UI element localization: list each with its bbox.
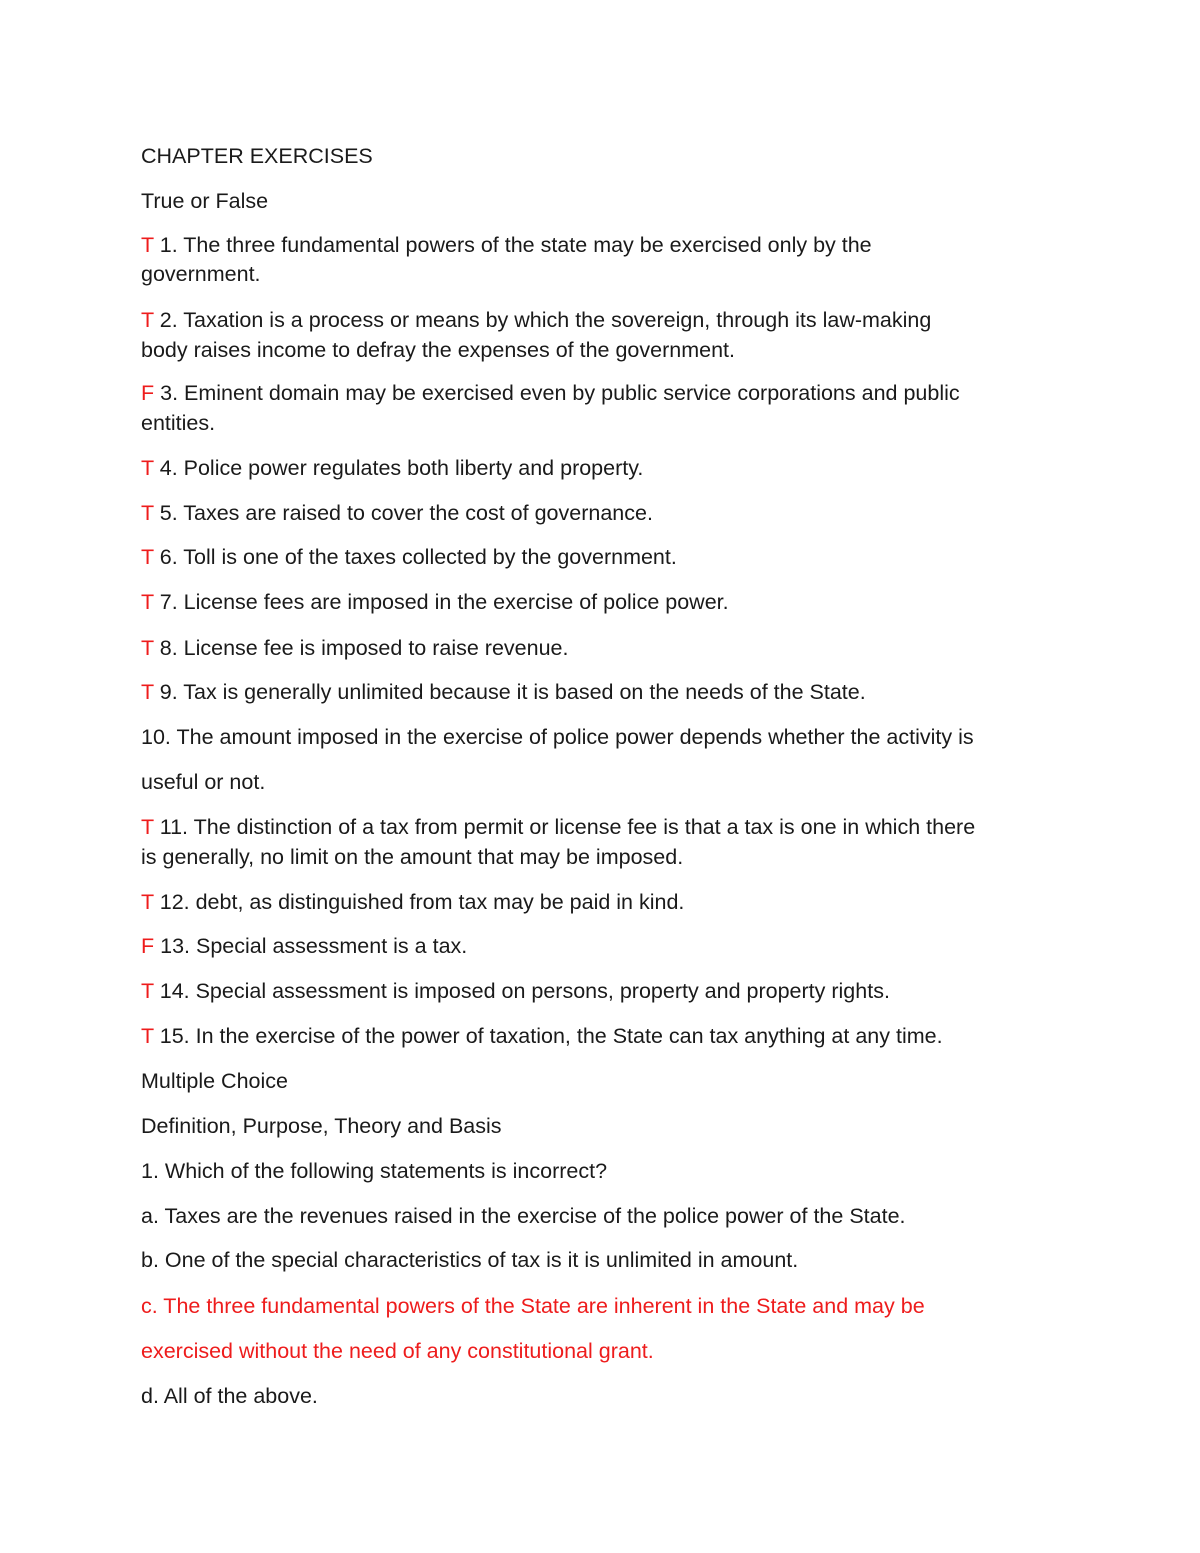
tf-item-2 — [141, 305, 1071, 335]
tf-text-4: 4. Police power regulates both liberty and property. — [159, 456, 644, 480]
tf-item-7 — [141, 587, 1071, 617]
tf-item-6 — [141, 542, 1071, 572]
tf-text-2-line-2: body raises income to defray the expenses of the government. — [141, 338, 735, 362]
tf-text-5: 5. Taxes are raised to cover the cost of governance. — [159, 501, 653, 525]
mc-choice-c-line-1: c. The three fundamental powers of the State are inherent in the State and may be — [141, 1294, 925, 1318]
tf-text-2-line-1: 2. Taxation is a process or means by which the sovereign, through its law-making — [159, 308, 932, 332]
tf-text-12: 12. debt, as distinguished from tax may be paid in kind. — [159, 890, 685, 914]
mc-choice-a: a. Taxes are the revenues raised in the exercise of the police power of the State. — [141, 1204, 906, 1228]
tf-answer-6: T — [141, 545, 154, 569]
tf-text-10-line-2: useful or not. — [141, 770, 266, 794]
tf-item-8 — [141, 633, 1071, 663]
tf-text-8: 8. License fee is imposed to raise revenue. — [159, 636, 569, 660]
tf-item-5 — [141, 498, 1071, 528]
tf-item-4 — [141, 453, 1071, 483]
tf-text-14: 14. Special assessment is imposed on persons, property and property rights. — [159, 979, 890, 1003]
tf-text-13: 13. Special assessment is a tax. — [160, 934, 468, 958]
tf-text-10-line-1: 10. The amount imposed in the exercise of police power depends whether the activity is — [141, 725, 974, 749]
tf-text-11-line-1: 11. The distinction of a tax from permit or license fee is that a tax is one in which there — [159, 815, 976, 839]
tf-answer-4: T — [141, 456, 154, 480]
tf-item-13 — [141, 931, 1071, 961]
tf-answer-14: T — [141, 979, 154, 1003]
tf-item-12 — [141, 887, 1071, 917]
tf-answer-1: T — [141, 233, 154, 257]
section-heading-true-false: True or False — [141, 189, 269, 213]
tf-text-1-line-1: 1. The three fundamental powers of the state may be exercised only by the — [159, 233, 872, 257]
tf-item-11 — [141, 812, 1071, 842]
tf-answer-15: T — [141, 1024, 154, 1048]
tf-text-3-line-2: entities. — [141, 411, 216, 435]
tf-text-11-line-2: is generally, no limit on the amount that may be imposed. — [141, 845, 684, 869]
tf-answer-5: T — [141, 501, 154, 525]
mc-choice-c-line-2: exercised without the need of any constitutional grant. — [141, 1339, 654, 1363]
tf-answer-2: T — [141, 308, 154, 332]
tf-item-15 — [141, 1021, 1071, 1051]
tf-item-3 — [141, 378, 1071, 408]
mc-choice-b: b. One of the special characteristics of tax is it is unlimited in amount. — [141, 1248, 799, 1272]
tf-text-6: 6. Toll is one of the taxes collected by the government. — [159, 545, 677, 569]
tf-item-14 — [141, 976, 1071, 1006]
tf-answer-12: T — [141, 890, 154, 914]
tf-text-9: 9. Tax is generally unlimited because it is based on the needs of the State. — [159, 680, 866, 704]
tf-answer-3: F — [141, 381, 155, 405]
tf-answer-11: T — [141, 815, 154, 839]
tf-text-15: 15. In the exercise of the power of taxation, the State can tax anything at any time. — [159, 1024, 943, 1048]
tf-item-1 — [141, 230, 1071, 260]
mc-question-1: 1. Which of the following statements is incorrect? — [141, 1159, 608, 1183]
tf-answer-7: T — [141, 590, 154, 614]
chapter-title: CHAPTER EXERCISES — [141, 144, 373, 168]
tf-text-3-line-1: 3. Eminent domain may be exercised even by public service corporations and public — [160, 381, 960, 405]
tf-answer-13: F — [141, 934, 155, 958]
tf-item-9 — [141, 677, 1071, 707]
mc-choice-d: d. All of the above. — [141, 1384, 318, 1408]
tf-text-7: 7. License fees are imposed in the exercise of police power. — [159, 590, 729, 614]
section-heading-multiple-choice: Multiple Choice — [141, 1069, 288, 1093]
subsection-heading-definition: Definition, Purpose, Theory and Basis — [141, 1114, 502, 1138]
tf-answer-8: T — [141, 636, 154, 660]
tf-text-1-line-2: government. — [141, 262, 261, 286]
tf-answer-9: T — [141, 680, 154, 704]
